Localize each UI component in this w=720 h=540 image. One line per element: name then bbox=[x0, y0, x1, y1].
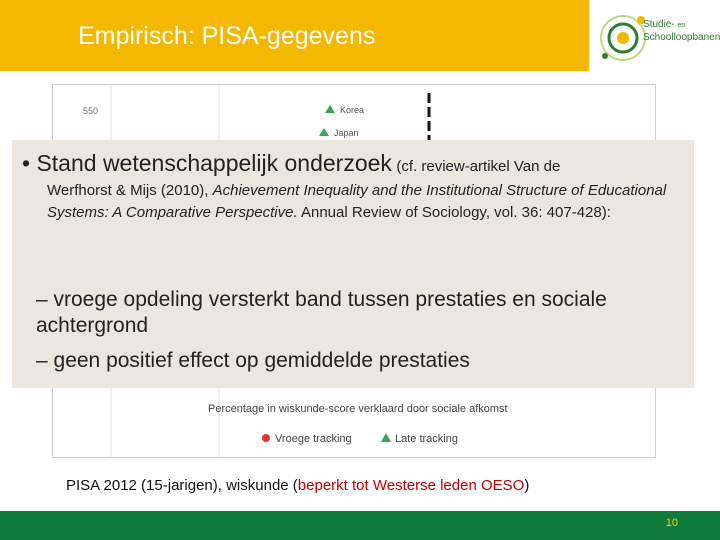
data-label-japan: Japan bbox=[334, 128, 359, 138]
legend-late-marker bbox=[381, 433, 391, 442]
y-tick-label: 550 bbox=[83, 106, 99, 116]
legend-late-label: Late tracking bbox=[395, 433, 458, 445]
sub-bullet-1: – vroege opdeling versterkt band tussen prestaties en sociale achtergrond bbox=[36, 288, 607, 337]
caption: PISA 2012 (15-jarigen), wiskunde (beperkt tot Westerse leden OESO) bbox=[66, 477, 530, 494]
legend-early-marker bbox=[262, 434, 270, 442]
bullet-ref-start: (cf. review-artikel Van de bbox=[396, 158, 561, 175]
bullet-reference: Werfhorst & Mijs (2010), Achievement Inequality and the Institutional Structure of Educational Systems: A Comparative Perspective. Annual Review of Sociology, vol. 36: 407-428): bbox=[47, 182, 667, 221]
footer-bar bbox=[0, 511, 720, 540]
main-bullet: • Stand wetenschappelijk onderzoek (cf. review-artikel Van de Werfhorst & Mijs (2010), Achievement Inequality and the Institutional Structure of Educational Systems: A Comparative Perspective. Annual Review of Sociology, vol. 36: 407-428): bbox=[22, 150, 687, 224]
page-number: 10 bbox=[665, 517, 678, 529]
slide-title: Empirisch: PISA-gegevens bbox=[78, 22, 376, 50]
data-point-japan bbox=[319, 128, 329, 136]
slide-header bbox=[0, 0, 589, 71]
data-point-korea bbox=[325, 105, 335, 113]
legend-early-label: Vroege tracking bbox=[275, 433, 352, 445]
logo-text: Studie- en Schoolloopbanen bbox=[643, 19, 720, 43]
bullet-lead: Stand wetenschappelijk onderzoek bbox=[36, 150, 392, 176]
sub-bullet-2: – geen positief effect op gemiddelde prestaties bbox=[36, 349, 470, 372]
x-axis-label: Percentage in wiskunde-score verklaard door sociale afkomst bbox=[208, 403, 508, 415]
logo bbox=[589, 0, 720, 71]
data-label-korea: Korea bbox=[340, 105, 365, 115]
